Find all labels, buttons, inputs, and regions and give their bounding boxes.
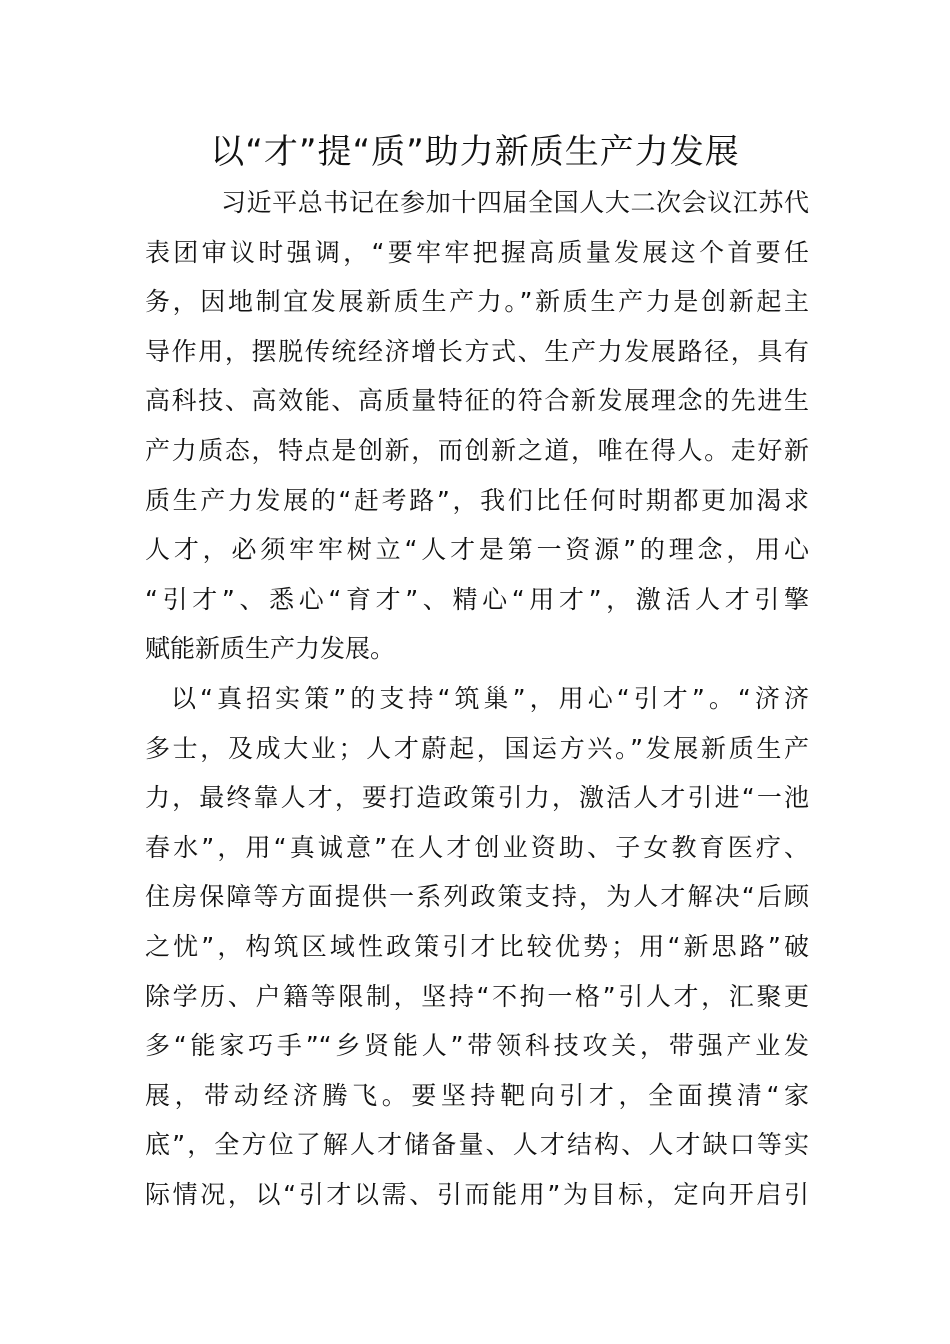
paragraph-line: 春水”，用“真诚意”在人才创业资助、子女教育医疗、: [145, 832, 809, 862]
paragraph-line: 多“能家巧手”“乡贤能人”带领科技攻关，带强产业发: [145, 1031, 809, 1061]
paragraph-line: 际情况，以“引才以需、引而能用”为目标，定向开启引: [145, 1179, 809, 1209]
paragraph-line: 高科技、高效能、高质量特征的符合新发展理念的先进生: [145, 386, 809, 416]
paragraph-line: 务，因地制宜发展新质生产力。”新质生产力是创新起主: [145, 287, 809, 317]
paragraph-line: 力，最终靠人才，要打造政策引力，激活人才引进“一池: [145, 783, 809, 813]
paragraph-line: 习近平总书记在参加十四届全国人大二次会议江苏代: [221, 188, 809, 217]
document-title: 以“才”提“质”助力新质生产力发展: [210, 132, 740, 172]
paragraph-line: 展，带动经济腾飞。要坚持靶向引才，全面摸清“家: [145, 1080, 809, 1110]
paragraph-line: 以“真招实策”的支持“筑巢”，用心“引才”。“济济: [171, 683, 809, 713]
paragraph-line: 质生产力发展的“赶考路”，我们比任何时期都更加渴求: [145, 485, 809, 515]
paragraph-line: 多士，及成大业；人才蔚起，国运方兴。”发展新质生产: [145, 733, 809, 763]
paragraph-line: 表团审议时强调，“要牢牢把握高质量发展这个首要任: [145, 237, 809, 267]
paragraph-line: 赋能新质生产力发展。: [145, 634, 396, 664]
paragraph-line: 底”，全方位了解人才储备量、人才结构、人才缺口等实: [145, 1130, 809, 1160]
paragraph-line: 人才，必须牢牢树立“人才是第一资源”的理念，用心: [145, 535, 809, 565]
paragraph-line: 之忧”，构筑区域性政策引才比较优势；用“新思路”破: [145, 931, 809, 961]
paragraph-2: [145, 674, 809, 1220]
paragraph-line: 除学历、户籍等限制，坚持“不拘一格”引人才，汇聚更: [145, 981, 809, 1011]
paragraph-line: 住房保障等方面提供一系列政策支持，为人才解决“后顾: [145, 882, 809, 912]
document-body: [145, 178, 809, 1219]
paragraph-1: [145, 178, 809, 674]
paragraph-line: “引才”、悉心“育才”、精心“用才”，激活人才引擎: [145, 584, 809, 614]
paragraph-line: 产力质态，特点是创新，而创新之道，唯在得人。走好新: [145, 435, 809, 465]
paragraph-line: 导作用，摆脱传统经济增长方式、生产力发展路径，具有: [145, 336, 809, 366]
